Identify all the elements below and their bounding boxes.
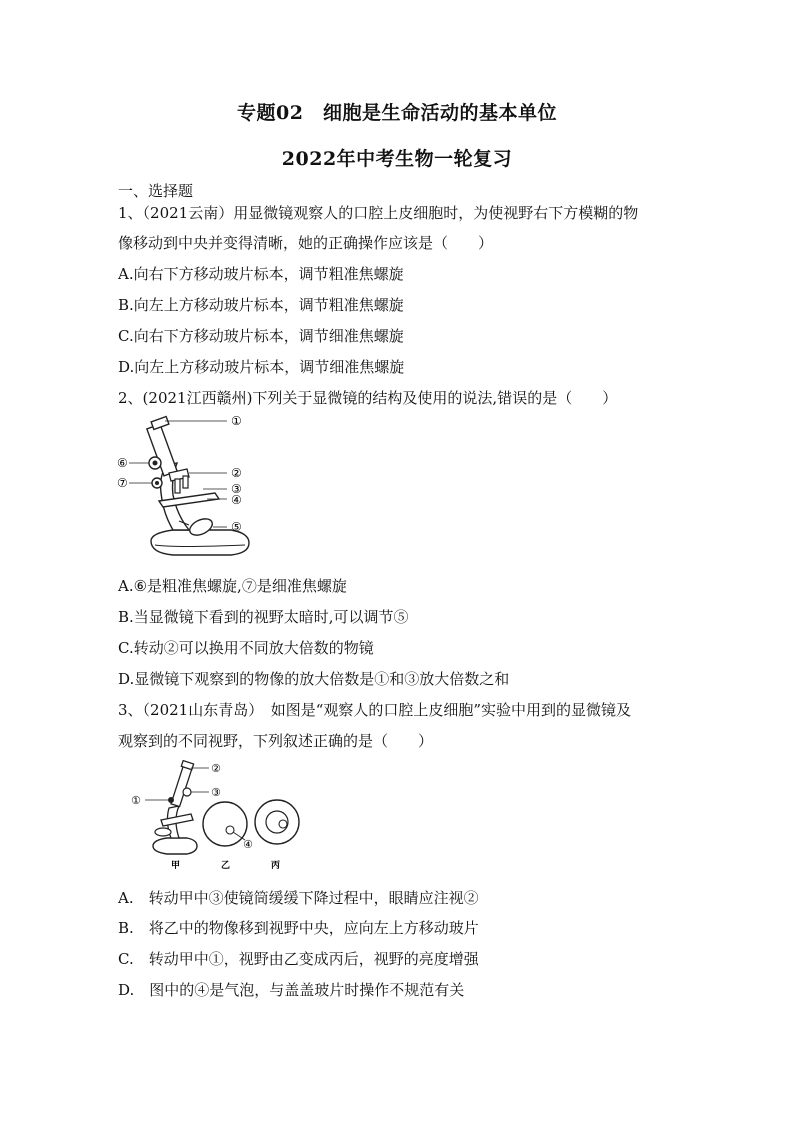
q1-option-a: A.向右下方移动玻片标本，调节粗准焦螺旋 bbox=[118, 265, 404, 283]
q3-option-d: D. 图中的④是气泡，与盖盖玻片时操作不规范有关 bbox=[118, 981, 465, 999]
q2-fig-label-1: ① bbox=[231, 414, 242, 428]
q3-fig-label-3: ③ bbox=[211, 786, 221, 799]
q2-fig-label-7: ⑦ bbox=[117, 476, 128, 490]
q1-stem-line2: 像移动到中央并变得清晰，她的正确操作应该是（ ） bbox=[118, 234, 494, 252]
q3-option-a: A. 转动甲中③使镜筒缓缓下降过程中，眼睛应注视② bbox=[118, 889, 479, 907]
q3-fig-label-4: ④ bbox=[243, 838, 253, 851]
q2-microscope-figure bbox=[115, 413, 255, 563]
q2-option-d: D.显微镜下观察到的物像的放大倍数是①和③放大倍数之和 bbox=[118, 670, 510, 688]
page-title: 专题02 细胞是生命活动的基本单位 bbox=[237, 102, 557, 124]
q2-fig-label-5: ⑤ bbox=[231, 520, 242, 534]
q3-fig-caption-yi: 乙 bbox=[221, 861, 231, 871]
q2-stem: 2、(2021江西赣州)下列关于显微镜的结构及使用的说法,错误的是（ ） bbox=[118, 389, 618, 407]
q2-fig-label-2: ② bbox=[231, 466, 242, 480]
q1-stem-line1: 1、（2021云南）用显微镜观察人的口腔上皮细胞时，为使视野右下方模糊的物 bbox=[118, 204, 639, 222]
q2-fig-label-3: ③ bbox=[231, 482, 242, 496]
q2-option-a: A.⑥是粗准焦螺旋,⑦是细准焦螺旋 bbox=[118, 577, 347, 595]
q2-option-c: C.转动②可以换用不同放大倍数的物镜 bbox=[118, 639, 374, 657]
q2-fig-label-6: ⑥ bbox=[117, 456, 128, 470]
q3-stem-line2: 观察到的不同视野，下列叙述正确的是（ ） bbox=[118, 732, 434, 750]
q3-fig-label-2: ② bbox=[211, 762, 221, 775]
q3-option-c: C. 转动甲中①，视野由乙变成丙后，视野的亮度增强 bbox=[118, 950, 479, 968]
q2-fig-label-4: ④ bbox=[231, 493, 242, 507]
q3-option-b: B. 将乙中的物像移到视野中央，应向左上方移动玻片 bbox=[118, 919, 479, 937]
q3-fig-caption-jia: 甲 bbox=[171, 861, 181, 871]
q3-fig-label-1: ① bbox=[131, 794, 141, 807]
q2-option-b: B.当显微镜下看到的视野太暗时,可以调节⑤ bbox=[118, 608, 409, 626]
page-subtitle: 2022年中考生物一轮复习 bbox=[281, 148, 513, 170]
q3-figure bbox=[125, 760, 305, 872]
q3-stem-line1: 3、（2021山东青岛） 如图是“观察人的口腔上皮细胞”实验中用到的显微镜及 bbox=[118, 701, 632, 719]
section-heading: 一、选择题 bbox=[118, 182, 194, 200]
q1-option-c: C.向右下方移动玻片标本，调节细准焦螺旋 bbox=[118, 327, 404, 345]
q3-fig-caption-bing: 丙 bbox=[271, 861, 281, 871]
q1-option-b: B.向左上方移动玻片标本，调节粗准焦螺旋 bbox=[118, 296, 404, 314]
q1-option-d: D.向左上方移动玻片标本，调节细准焦螺旋 bbox=[118, 358, 405, 376]
